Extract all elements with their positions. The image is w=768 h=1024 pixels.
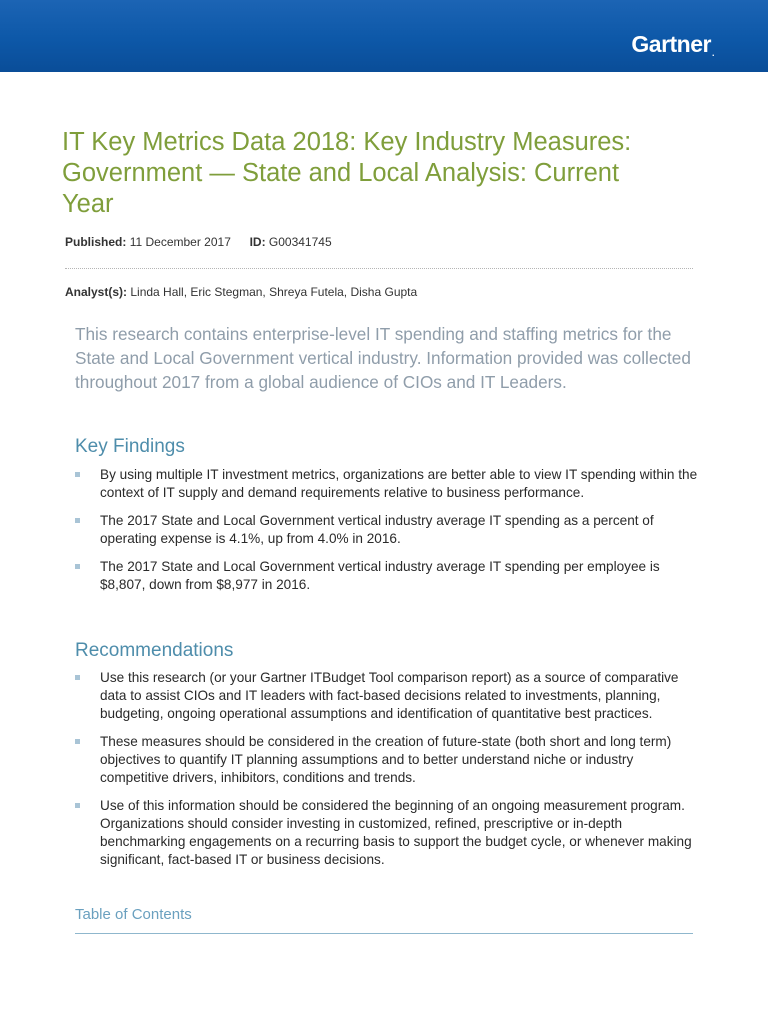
recommendations-heading: Recommendations [75, 640, 234, 661]
recommendation-text: These measures should be considered in the creation of future-state (both short and long term) objectives to quantify IT planning assumptions and to better understand niche or industry competitive drivers, inhibitors, conditions and trends. [100, 734, 672, 785]
publication-meta [65, 235, 332, 249]
document-id: G00341745 [268, 235, 332, 249]
bullet-square-icon [75, 472, 80, 477]
finding-text: The 2017 State and Local Government vertical industry average IT spending as a percent of operating expense is 4.1%, up from 4.0% in 2016. [100, 513, 654, 546]
list-item [75, 512, 700, 548]
bullet-square-icon [75, 564, 80, 569]
analysts-names: Linda Hall, Eric Stegman, Shreya Futela, Disha Gupta [130, 285, 418, 299]
recommendation-text: Use this research (or your Gartner ITBudget Tool comparison report) as a source of comparative data to assist CIOs and IT leaders with fact-based decisions related to investments, planning, budgeting, ongoing operational assumptions and identification of quantitative best practices. [100, 670, 679, 721]
summary-paragraph: This research contains enterprise-level IT spending and staffing metrics for the State and Local Government vertical industry. Information provided was collected throughout 2017 from a global audience of CIOs and IT Leaders. [75, 324, 691, 392]
published-label: Published: [65, 235, 127, 249]
key-findings-list [75, 466, 700, 604]
finding-text: By using multiple IT investment metrics, organizations are better able to view IT spending within the context of IT supply and demand requirements relative to business performance. [100, 467, 698, 500]
toc-divider [75, 933, 693, 934]
list-item [75, 558, 700, 594]
dotted-divider [65, 268, 693, 269]
logo-dot: . [711, 48, 714, 58]
list-item [75, 669, 700, 723]
list-item [75, 733, 700, 787]
header-band [0, 0, 768, 72]
bullet-square-icon [75, 739, 80, 744]
gartner-logo [631, 31, 714, 58]
document-title: IT Key Metrics Data 2018: Key Industry Measures: Government — State and Local Analysis: Current Year [62, 128, 632, 218]
analysts-line [65, 285, 417, 299]
bullet-square-icon [75, 518, 80, 523]
bullet-square-icon [75, 675, 80, 680]
analysts-label: Analyst(s): [65, 285, 128, 299]
table-of-contents-link[interactable]: Table of Contents [75, 906, 192, 923]
id-label: ID: [249, 235, 266, 249]
logo-text: Gartner [631, 31, 711, 57]
published-date: 11 December 2017 [129, 235, 231, 249]
recommendations-list [75, 669, 700, 879]
list-item [75, 466, 700, 502]
finding-text: The 2017 State and Local Government vertical industry average IT spending per employee is $8,807, down from $8,977 in 2016. [100, 559, 660, 592]
recommendation-text: Use of this information should be considered the beginning of an ongoing measurement program. Organizations should consider investing in customized, refined, prescriptive or in-depth benchmarking engagements on a recurring basis to support the budget cycle, or whenever making significant, fact-based IT or business decisions. [100, 798, 692, 867]
list-item [75, 797, 700, 869]
bullet-square-icon [75, 803, 80, 808]
key-findings-heading: Key Findings [75, 436, 185, 457]
